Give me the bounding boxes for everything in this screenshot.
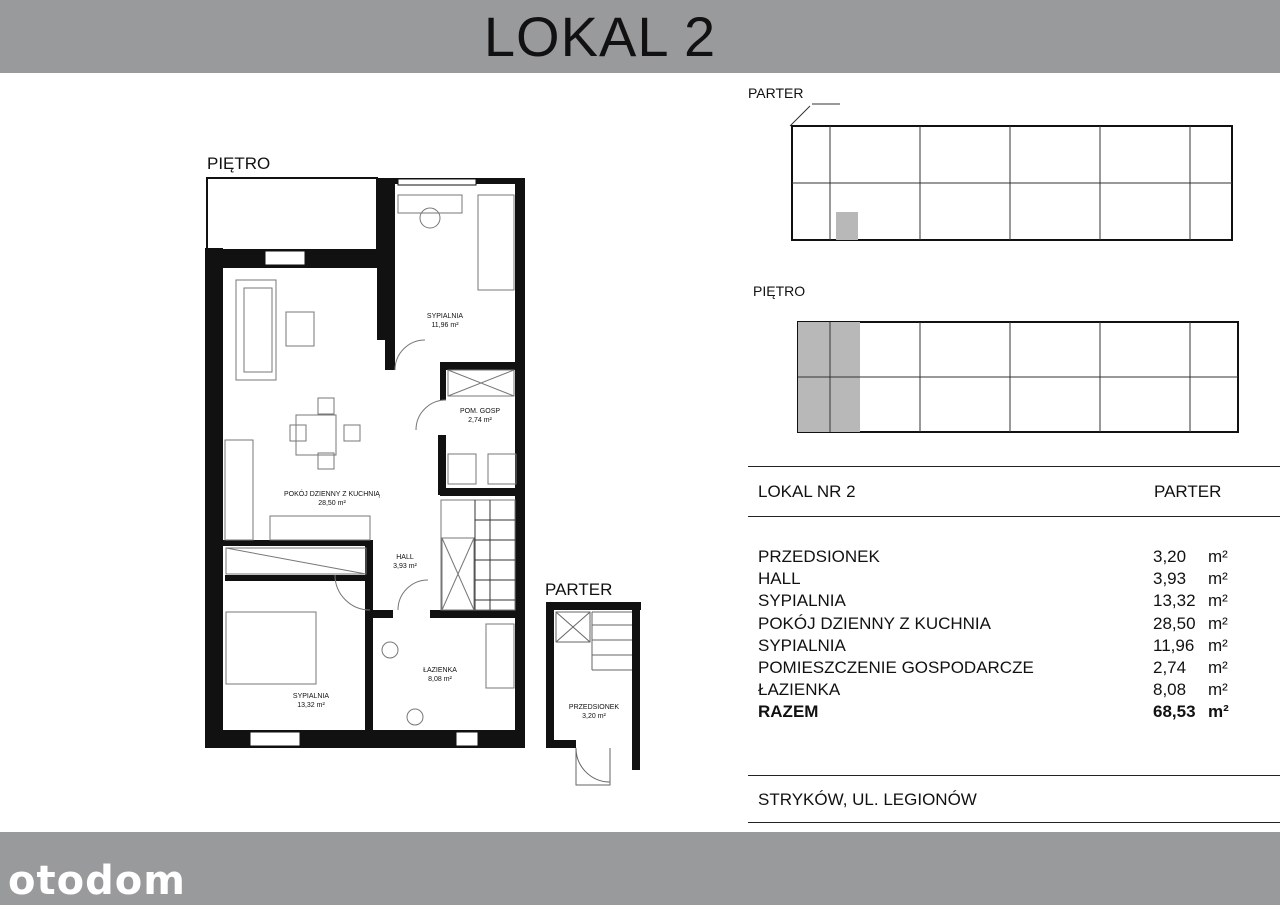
room-label-pokoj-dzienny: POKÓJ DZIENNY Z KUCHNIĄ 28,50 m²	[284, 491, 380, 507]
room-label-pom-gosp: POM. GOSP 2,74 m²	[459, 408, 501, 424]
legend-unit-label: LOKAL NR 2	[758, 482, 856, 501]
legend-row: POKÓJ DZIENNY Z KUCHNIA 28,50 m²	[758, 614, 1228, 633]
pietro-label: PIĘTRO	[207, 154, 271, 173]
parter-small-label: PARTER	[545, 580, 613, 599]
room-label-sypialnia-2: SYPIALNIA 11,96 m²	[426, 313, 464, 329]
legend-total-row: RAZEM 68,53 m²	[758, 702, 1229, 721]
brand-logo[interactable]: otodom	[8, 858, 186, 904]
room-label-przedsionek: PRZEDSIONEK 3,20 m²	[568, 704, 620, 720]
legend-row: HALL 3,93 m²	[758, 569, 1228, 588]
parter-map-label: PARTER	[748, 85, 804, 101]
pietro-map-label: PIĘTRO	[753, 283, 806, 299]
legend-row: SYPIALNIA 11,96 m²	[758, 636, 1228, 655]
legend-row: ŁAZIENKA 8,08 m²	[758, 680, 1228, 699]
legend-divider-bottom	[748, 775, 1280, 776]
legend-divider-top	[748, 466, 1280, 467]
room-label-sypialnia-1: SYPIALNIA 13,32 m²	[292, 693, 330, 709]
room-label-lazienka: ŁAZIENKA 8,08 m²	[423, 667, 457, 683]
legend-row: POMIESZCZENIE GOSPODARCZE 2,74 m²	[758, 658, 1228, 677]
legend-divider-end	[748, 822, 1280, 823]
address: STRYKÓW, UL. LEGIONÓW	[758, 790, 977, 809]
legend-row: PRZEDSIONEK 3,20 m²	[758, 547, 1228, 566]
room-label-hall: HALL 3,93 m²	[393, 554, 417, 570]
footer-banner	[0, 832, 1280, 905]
page-title: LOKAL 2	[483, 5, 717, 68]
legend-row: SYPIALNIA 13,32 m²	[758, 591, 1228, 610]
legend-level: PARTER	[1154, 482, 1222, 501]
legend-divider-mid	[748, 516, 1280, 517]
